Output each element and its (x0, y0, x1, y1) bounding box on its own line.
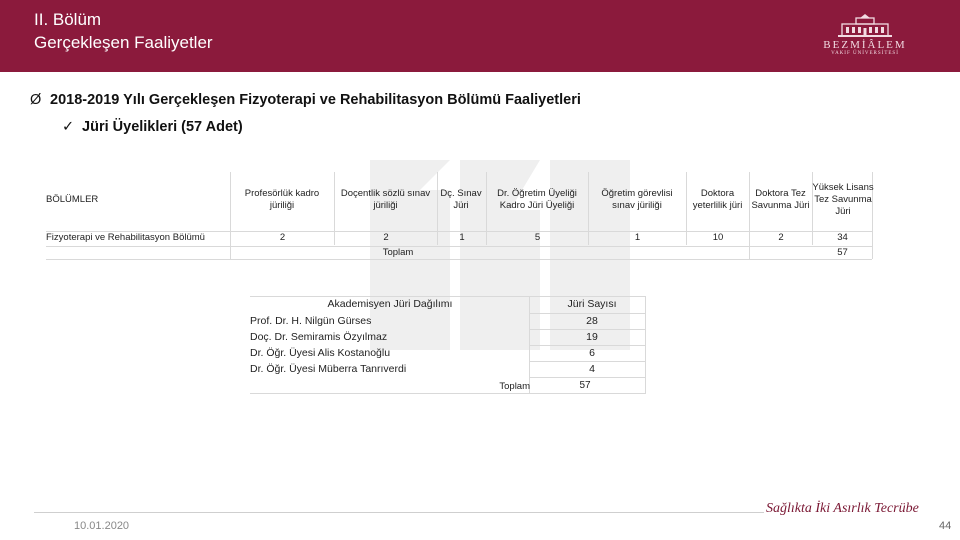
total-value: 57 (837, 247, 848, 258)
grid-line (250, 296, 646, 297)
column-header: Dr. Öğretim Üyeliği Kadro Jüri Üyeliği (497, 188, 577, 211)
table-cell: 34 (837, 232, 848, 243)
grid-line (530, 329, 646, 330)
jury-count-header: Jüri Sayısı (567, 298, 617, 310)
table-cell: 2 (778, 232, 784, 243)
check-bullet-icon: ✓ (62, 119, 75, 135)
grid-line (645, 296, 646, 394)
jury-member-name: Prof. Dr. H. Nilgün Gürses (250, 315, 372, 327)
jury-member-name: Dr. Öğr. Üyesi Alis Kostanoğlu (250, 347, 391, 359)
column-header: Doktora yeterlilik jüri (692, 188, 743, 211)
section-subtitle: Gerçekleşen Faaliyetler (34, 33, 213, 52)
jury-total-value: 57 (579, 380, 591, 391)
grid-line (529, 296, 530, 394)
table-cell: 1 (459, 232, 465, 243)
column-header: Profesörlük kadro jüriliği (244, 188, 320, 211)
section-title: II. Bölüm (34, 10, 102, 29)
footer-divider (34, 512, 764, 513)
grid-line (530, 377, 646, 378)
main-bullet (30, 92, 581, 108)
building-icon (836, 14, 894, 38)
title-banner (0, 0, 960, 72)
grid-line (530, 361, 646, 362)
grid-line (530, 313, 646, 314)
table-cell: 10 (712, 232, 724, 243)
footer-date: 10.01.2020 (74, 520, 130, 532)
arrow-bullet-icon: Ø (30, 92, 42, 108)
university-logo (815, 14, 915, 62)
column-header: Öğretim görevlisi sınav jüriliği (601, 188, 673, 211)
grid-line (530, 345, 646, 346)
row-label: Fizyoterapi ve Rehabilitasyon Bölümü (46, 232, 205, 243)
table-cell: 2 (383, 232, 389, 243)
column-header: Doçentlik sözlü sınav jüriliği (340, 188, 431, 211)
jury-count: 4 (589, 363, 595, 375)
jury-total-label: Toplam (499, 381, 530, 392)
jury-member-name: Doç. Dr. Semiramis Özyılmaz (250, 331, 388, 343)
logo-subtitle: VAKIF ÜNİVERSİTESİ (831, 51, 899, 56)
column-header: Yüksek Lisans Tez Savunma Jüri (812, 182, 874, 217)
table-cell: 1 (634, 232, 641, 243)
footer-slogan: Sağlıkta İki Asırlık Tecrübe (766, 501, 919, 516)
jury-count: 28 (586, 315, 598, 327)
page-number: 44 (939, 520, 952, 532)
jury-table-header: Akademisyen Jüri Dağılımı (327, 298, 453, 310)
row-header-label: BÖLÜMLER (46, 194, 99, 205)
table-cell: 2 (279, 232, 286, 243)
column-header: Dç. Sınav Jüri (440, 188, 482, 211)
table-cell: 5 (534, 232, 541, 243)
sub-bullet-text: Jüri Üyelikleri (57 Adet) (82, 119, 243, 135)
sub-bullet (62, 119, 243, 135)
jury-count: 6 (589, 347, 595, 359)
jury-count: 19 (586, 331, 598, 343)
jury-member-name: Dr. Öğr. Üyesi Müberra Tanrıverdi (250, 363, 407, 375)
grid-line (250, 393, 646, 394)
main-bullet-text: 2018-2019 Yılı Gerçekleşen Fizyoterapi ve Rehabilitasyon Bölümü Faaliyetleri (50, 92, 581, 108)
column-header: Doktora Tez Savunma Jüri (751, 188, 810, 211)
logo-name: BEZMİÂLEM (823, 39, 907, 51)
total-label: Toplam (382, 247, 414, 258)
